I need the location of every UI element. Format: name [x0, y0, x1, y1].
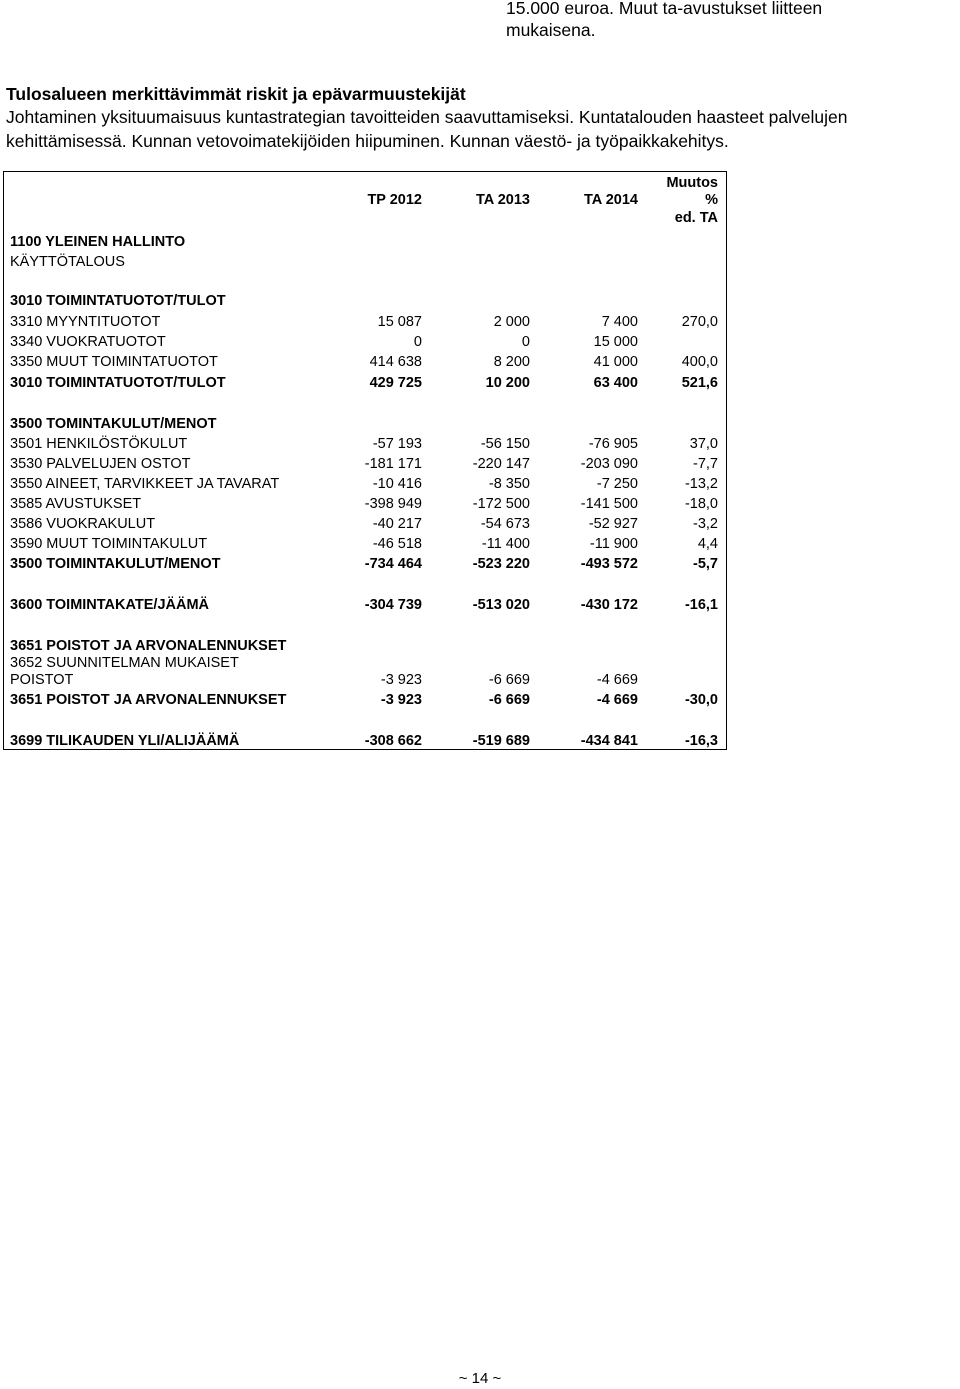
- intro-line-2: mukaisena.: [506, 20, 596, 40]
- risks-heading: Tulosalueen merkittävimmät riskit ja epävarmuustekijät: [6, 84, 466, 104]
- cell-tp2012: 414 638: [369, 354, 422, 370]
- row-label: 3500 TOMINTAKULUT/MENOT: [10, 416, 217, 432]
- cell-change: -13,2: [684, 476, 718, 492]
- cell-tp2012: 15 087: [377, 314, 422, 330]
- cell-tp2012: -3 923: [380, 672, 422, 688]
- cell-tp2012: -40 217: [372, 516, 422, 532]
- row-label: 3310 MYYNTITUOTOT: [10, 314, 161, 330]
- cell-tp2012: 429 725: [369, 375, 422, 391]
- cell-tp2012: -304 739: [364, 597, 422, 613]
- cell-change: 270,0: [681, 314, 718, 330]
- page-number: ~ 14 ~: [458, 1370, 502, 1387]
- header-ta2014: TA 2014: [584, 192, 638, 208]
- cell-ta2014: 63 400: [593, 375, 638, 391]
- cell-tp2012: -57 193: [372, 436, 422, 452]
- cell-tp2012: -46 518: [372, 536, 422, 552]
- section-subtitle: KÄYTTÖTALOUS: [10, 254, 125, 270]
- cell-ta2013: 10 200: [485, 375, 530, 391]
- cell-change: -16,3: [684, 733, 718, 749]
- row-label: 3530 PALVELUJEN OSTOT: [10, 456, 191, 472]
- cell-ta2014: -4 669: [596, 692, 638, 708]
- cell-ta2013: -519 689: [472, 733, 530, 749]
- section-title: 1100 YLEINEN HALLINTO: [10, 234, 186, 250]
- row-label: 3340 VUOKRATUOTOT: [10, 334, 166, 350]
- cell-change: 521,6: [681, 375, 718, 391]
- cell-ta2014: -434 841: [580, 733, 638, 749]
- row-label: 3586 VUOKRAKULUT: [10, 516, 156, 532]
- row-label: 3350 MUUT TOIMINTATUOTOT: [10, 354, 218, 370]
- cell-tp2012: -398 949: [364, 496, 422, 512]
- cell-ta2014: -52 927: [588, 516, 638, 532]
- row-label: 3651 POISTOT JA ARVONALENNUKSET: [10, 638, 287, 654]
- cell-ta2014: -4 669: [596, 672, 638, 688]
- cell-change: -18,0: [684, 496, 718, 512]
- cell-ta2014: -11 900: [589, 536, 638, 552]
- cell-ta2014: -141 500: [580, 496, 638, 512]
- cell-ta2013: 8 200: [493, 354, 530, 370]
- budget-table: [3, 171, 727, 750]
- cell-ta2013: -513 020: [472, 597, 530, 613]
- cell-ta2013: -172 500: [472, 496, 530, 512]
- cell-ta2014: -430 172: [580, 597, 638, 613]
- row-label: 3585 AVUSTUKSET: [10, 496, 142, 512]
- intro-line-1: 15.000 euroa. Muut ta-avustukset liitteen: [506, 0, 823, 18]
- cell-ta2013: -54 673: [480, 516, 530, 532]
- cell-ta2013: -56 150: [480, 436, 530, 452]
- row-label: 3010 TOIMINTATUOTOT/TULOT: [10, 375, 226, 391]
- cell-tp2012: -181 171: [364, 456, 422, 472]
- cell-ta2014: 41 000: [593, 354, 638, 370]
- cell-ta2013: -6 669: [488, 692, 530, 708]
- cell-change: -7,7: [693, 456, 718, 472]
- cell-ta2013: 2 000: [493, 314, 530, 330]
- header-change-line-3: ed. TA: [674, 210, 718, 226]
- header-ta2013: TA 2013: [476, 192, 530, 208]
- cell-change: 37,0: [689, 436, 718, 452]
- cell-ta2014: -7 250: [596, 476, 638, 492]
- cell-change: -16,1: [684, 597, 718, 613]
- cell-tp2012: -734 464: [364, 556, 422, 572]
- cell-ta2014: 15 000: [593, 334, 638, 350]
- row-label: 3699 TILIKAUDEN YLI/ALIJÄÄMÄ: [10, 733, 240, 749]
- header-change-line-2: %: [705, 192, 718, 208]
- cell-tp2012: 0: [413, 334, 422, 350]
- cell-change: -3,2: [693, 516, 718, 532]
- row-label: 3550 AINEET, TARVIKKEET JA TAVARAT: [10, 476, 280, 492]
- cell-ta2014: 7 400: [601, 314, 638, 330]
- cell-change: 400,0: [681, 354, 718, 370]
- cell-ta2013: -8 350: [488, 476, 530, 492]
- row-label: 3010 TOIMINTATUOTOT/TULOT: [10, 293, 226, 309]
- cell-ta2014: -203 090: [580, 456, 638, 472]
- cell-change: 4,4: [697, 536, 718, 552]
- cell-change: -5,7: [693, 556, 718, 572]
- row-label: 3500 TOIMINTAKULUT/MENOT: [10, 556, 221, 572]
- cell-ta2013: -6 669: [488, 672, 530, 688]
- row-label: POISTOT: [10, 672, 74, 688]
- cell-ta2014: -76 905: [588, 436, 638, 452]
- row-label: 3651 POISTOT JA ARVONALENNUKSET: [10, 692, 287, 708]
- cell-ta2013: 0: [521, 334, 530, 350]
- cell-ta2013: -11 400: [481, 536, 530, 552]
- row-label: 3600 TOIMINTAKATE/JÄÄMÄ: [10, 597, 209, 613]
- cell-ta2013: -523 220: [472, 556, 530, 572]
- row-label: 3652 SUUNNITELMAN MUKAISET: [10, 655, 239, 671]
- cell-tp2012: -10 416: [372, 476, 422, 492]
- row-label: 3501 HENKILÖSTÖKULUT: [10, 436, 188, 452]
- risks-text-line-2: kehittämisessä. Kunnan vetovoimatekijöiden hiipuminen. Kunnan väestö- ja työpaikkakehitys.: [6, 131, 729, 151]
- cell-tp2012: -3 923: [380, 692, 422, 708]
- cell-tp2012: -308 662: [364, 733, 422, 749]
- row-label: 3590 MUUT TOIMINTAKULUT: [10, 536, 208, 552]
- header-change-line-1: Muutos: [666, 175, 718, 191]
- cell-change: -30,0: [684, 692, 718, 708]
- header-tp2012: TP 2012: [367, 192, 422, 208]
- cell-ta2013: -220 147: [472, 456, 530, 472]
- cell-ta2014: -493 572: [580, 556, 638, 572]
- risks-text-line-1: Johtaminen yksituumaisuus kuntastrategian tavoitteiden saavuttamiseksi. Kuntatalouden haasteet palvelujen: [6, 107, 848, 127]
